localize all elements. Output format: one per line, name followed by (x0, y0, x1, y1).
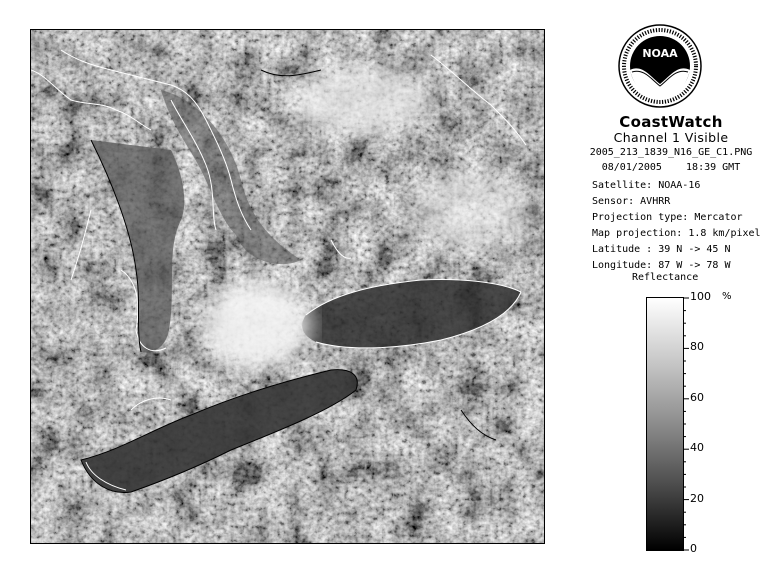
meta-latitude: Latitude : 39 N -> 45 N (592, 244, 731, 255)
meta-map-projection: Map projection: 1.8 km/pixel (592, 228, 761, 239)
colorbar-axis (683, 297, 743, 551)
meta-projection-type: Projection type: Mercator (592, 212, 743, 223)
product-title: CoastWatch (619, 113, 723, 131)
colorbar-tick-label: 40 (690, 441, 704, 455)
colorbar-title: Reflectance (632, 272, 699, 283)
meta-sensor: Sensor: AVHRR (592, 196, 671, 207)
colorbar (646, 297, 684, 551)
colorbar-tick-label: 80 (690, 340, 704, 354)
colorbar-tick-label: 0 (690, 542, 697, 555)
acquisition-datetime: 08/01/2005 18:39 GMT (601, 162, 741, 173)
meta-satellite: Satellite: NOAA-16 (592, 180, 701, 191)
file-name: 2005_213_1839_N16_GE_C1.PNG (589, 147, 753, 158)
colorbar-tick-label: 60 (690, 390, 704, 404)
colorbar-tick-label: 20 (690, 491, 704, 505)
meta-longitude: Longitude: 87 W -> 78 W (592, 260, 731, 271)
colorbar-tick-label: 100 (690, 290, 711, 303)
cloud-cluster-east (411, 170, 531, 250)
satellite-map[interactable] (30, 29, 545, 544)
noaa-logo-icon (618, 24, 702, 108)
cloud-cluster-north (291, 65, 431, 135)
logo-text: NOAA (642, 47, 678, 60)
colorbar-unit: % (722, 291, 732, 302)
channel-label: Channel 1 Visible (613, 130, 729, 145)
satellite-image (31, 30, 544, 543)
cloud-cluster (201, 280, 311, 370)
